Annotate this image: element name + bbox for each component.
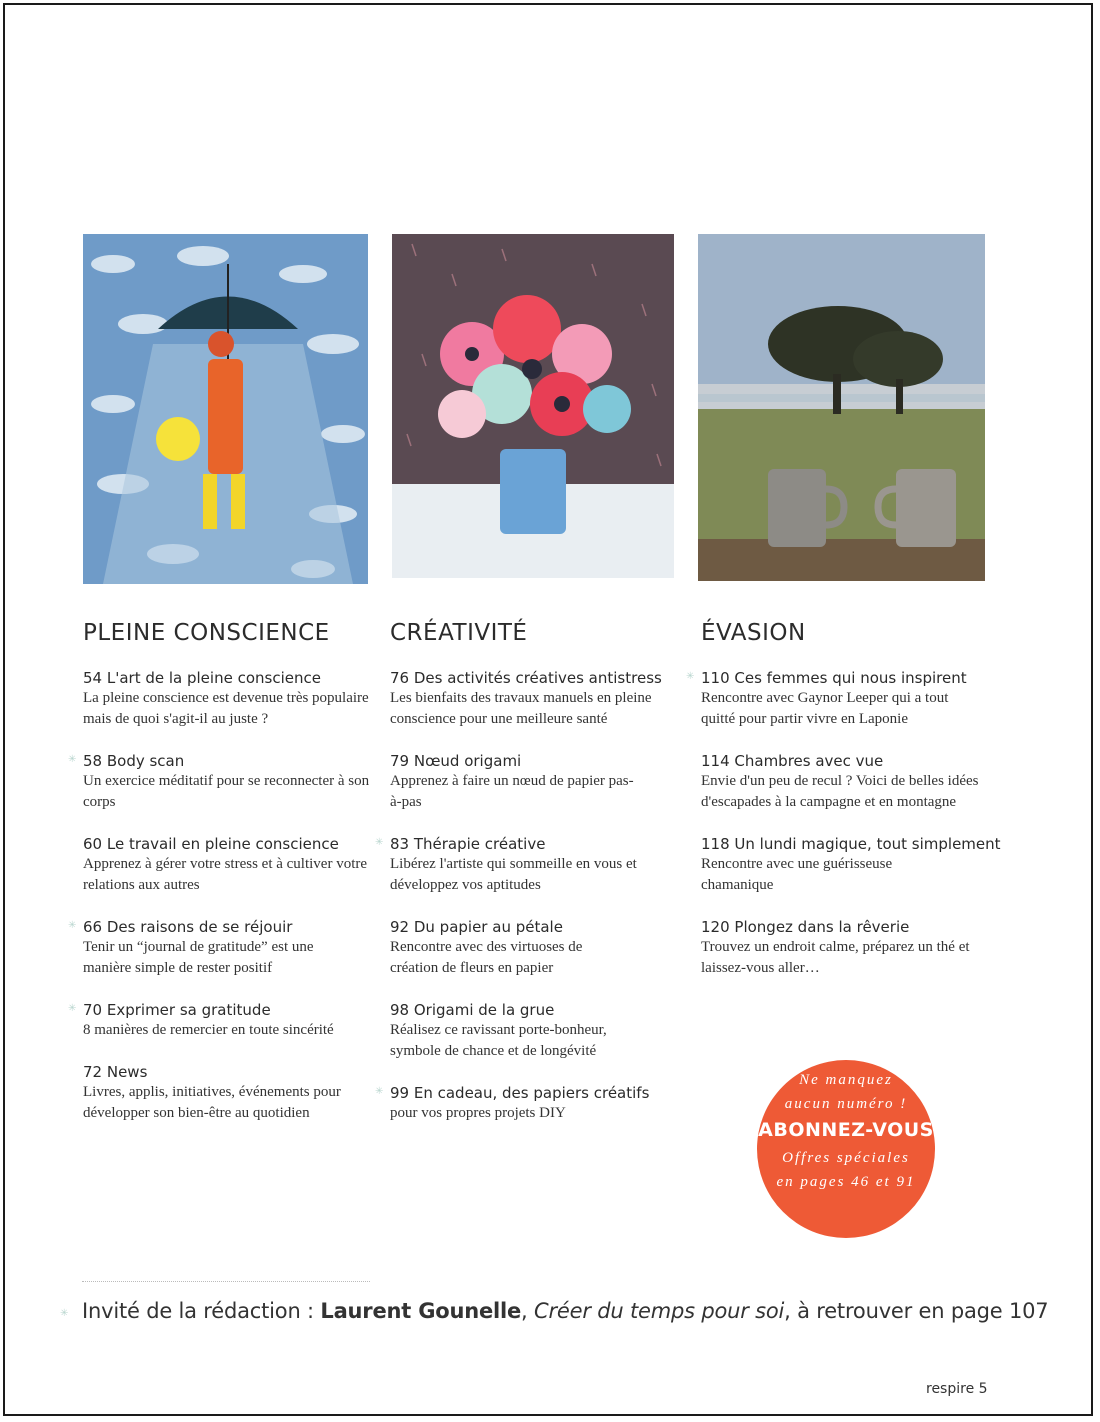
toc-entry-desc: La pleine conscience est devenue très populaire mais de quoi s'agit-il au juste ? [83, 690, 369, 727]
toc-entry-title: 118 Un lundi magique, tout simplement [701, 835, 1001, 853]
guest-book-title: Créer du temps pour soi [534, 1299, 785, 1323]
toc-entry-title: 54 L'art de la pleine conscience [83, 669, 321, 687]
toc-entry[interactable] [83, 834, 383, 896]
section-creativite [375, 620, 690, 1145]
toc-entry-desc: Trouvez un endroit calme, préparez un thé et laissez-vous aller… [701, 939, 970, 976]
guest-page-ref: , à retrouver en page 107 [784, 1299, 1049, 1323]
toc-entry[interactable] [701, 834, 1001, 896]
toc-entry[interactable] [375, 1083, 690, 1124]
bullet-icon: ✳ [68, 1003, 77, 1014]
badge-line: Ne manquez [799, 1072, 893, 1088]
toc-entry-desc: 8 manières de remercier en toute sincérité [83, 1022, 334, 1038]
toc-entry[interactable] [701, 917, 1001, 979]
section-title: CRÉATIVITÉ [390, 620, 528, 646]
guest-name: Laurent Gounelle [320, 1299, 522, 1323]
photo-umbrella-illustration [83, 234, 368, 584]
bullet-icon: ✳ [375, 837, 384, 848]
section-title: PLEINE CONSCIENCE [83, 620, 330, 646]
toc-entry-title: 76 Des activités créatives antistress [390, 669, 662, 687]
page-folio: respire 5 [926, 1381, 988, 1397]
subscribe-badge[interactable] [757, 1060, 935, 1238]
section-title: ÉVASION [701, 620, 806, 646]
toc-entry-title: 70 Exprimer sa gratitude [83, 1001, 271, 1019]
toc-entry-title: 83 Thérapie créative [390, 835, 546, 853]
guest-separator: , [521, 1299, 534, 1323]
toc-entry[interactable] [390, 917, 690, 979]
section-evasion [686, 620, 1001, 1000]
subscribe-cta[interactable]: ABONNEZ-VOUS [758, 1119, 934, 1141]
section-pleine-conscience [68, 620, 383, 1145]
toc-entry-desc: pour vos propres projets DIY [390, 1105, 566, 1121]
toc-entry-title: 60 Le travail en pleine conscience [83, 835, 339, 853]
toc-entry-desc: Apprenez à gérer votre stress et à cultiver votre relations aux autres [83, 856, 368, 893]
toc-entry-desc: Livres, applis, initiatives, événements pour développer son bien-être au quotidien [83, 1084, 341, 1121]
bullet-icon: ✳ [68, 754, 77, 765]
toc-entry-desc: Les bienfaits des travaux manuels en pleine conscience pour une meilleure santé [390, 690, 652, 727]
toc-entry[interactable] [375, 834, 690, 896]
toc-entry-desc: Tenir un “journal de gratitude” est une manière simple de rester positif [83, 939, 314, 976]
toc-entry-desc: Un exercice méditatif pour se reconnecter à son corps [83, 773, 370, 810]
toc-entry-desc: Réalisez ce ravissant porte-bonheur, symbole de chance et de longévité [390, 1022, 607, 1059]
toc-entry-title: 79 Nœud origami [390, 752, 522, 770]
toc-entry[interactable] [390, 1000, 690, 1062]
toc-entry-title: 99 En cadeau, des papiers créatifs [390, 1084, 650, 1102]
toc-entry[interactable] [68, 917, 383, 979]
toc-entry-title: 120 Plongez dans la rêverie [701, 918, 910, 936]
toc-entry[interactable] [390, 751, 690, 813]
bullet-icon: ✳ [68, 920, 77, 931]
toc-entry-desc: Envie d'un peu de recul ? Voici de belles idées d'escapades à la campagne et en montagne [701, 773, 979, 810]
bullet-icon: ✳ [686, 671, 695, 682]
toc-entry-desc: Rencontre avec une guérisseuse chamanique [701, 856, 893, 893]
toc-entry[interactable] [686, 668, 1001, 730]
toc-entry[interactable] [68, 1000, 383, 1041]
guest-label: Invité de la rédaction : [82, 1299, 321, 1323]
toc-entry[interactable] [390, 668, 690, 730]
toc-entry[interactable] [83, 1062, 383, 1124]
guest-credit [60, 1299, 1049, 1323]
toc-entry-title: 58 Body scan [83, 752, 185, 770]
divider [82, 1281, 370, 1282]
toc-entry[interactable] [701, 751, 1001, 813]
toc-entry-desc: Apprenez à faire un nœud de papier pas-à-pas [390, 773, 634, 810]
toc-entry-title: 98 Origami de la grue [390, 1001, 555, 1019]
toc-entry-title: 114 Chambres avec vue [701, 752, 884, 770]
bullet-icon: ✳ [60, 1308, 69, 1319]
toc-entry[interactable] [83, 668, 383, 730]
photo-paper-flowers [392, 234, 674, 578]
photo-countryside-mugs [698, 234, 985, 581]
toc-entry-title: 110 Ces femmes qui nous inspirent [701, 669, 967, 687]
toc-entry-title: 66 Des raisons de se réjouir [83, 918, 293, 936]
toc-entry-title: 92 Du papier au pétale [390, 918, 563, 936]
bullet-icon: ✳ [375, 1086, 384, 1097]
toc-entry[interactable] [68, 751, 383, 813]
badge-line: aucun numéro ! [784, 1096, 908, 1112]
toc-entry-desc: Rencontre avec Gaynor Leeper qui a tout quitté pour partir vivre en Laponie [701, 690, 949, 727]
toc-entry-title: 72 News [83, 1063, 148, 1081]
toc-entry-desc: Rencontre avec des virtuoses de création de fleurs en papier [390, 939, 583, 976]
toc-entry-desc: Libérez l'artiste qui sommeille en vous et développez vos aptitudes [390, 856, 637, 893]
badge-line: en pages 46 et 91 [776, 1174, 916, 1190]
badge-line: Offres spéciales [782, 1150, 910, 1166]
